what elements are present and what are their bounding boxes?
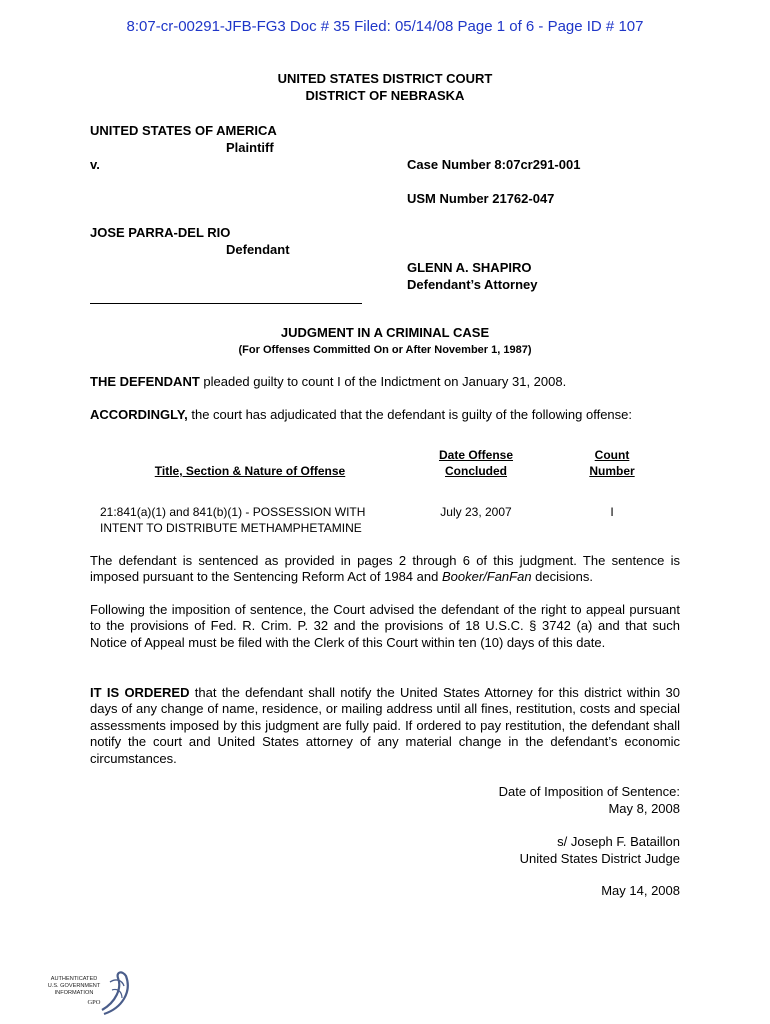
court-district: DISTRICT OF NEBRASKA — [305, 88, 465, 103]
imposition-date-block — [499, 784, 680, 817]
adjudication-statement — [90, 407, 700, 424]
plea-lead: THE DEFENDANT — [90, 374, 200, 389]
attorney-role: Defendant’s Attorney — [407, 277, 538, 292]
plea-statement — [90, 374, 690, 391]
versus: v. — [90, 157, 100, 172]
imposition-date: May 8, 2008 — [608, 800, 680, 816]
seal-line-4: GPO — [87, 999, 101, 1006]
attorney-name: GLENN A. SHAPIRO — [407, 260, 532, 275]
appeal-paragraph: Following the imposition of sentence, the Court advised the defendant of the right to appeal pursuant to the provisions of Fed. R. Crim. P. 32 and the provisions of 18 U.S.C. § 3742 (a) and that such Notice of Appeal must be filed with the Clerk of this Court within ten (10) days of this date. — [90, 602, 680, 650]
court-heading — [0, 70, 770, 104]
judgment-title: JUDGMENT IN A CRIMINAL CASE — [280, 325, 490, 340]
seal-line-3: INFORMATION — [54, 990, 94, 996]
eagle-icon — [102, 972, 128, 1014]
judge-title: United States District Judge — [519, 850, 680, 866]
offense-description: 21:841(a)(1) and 841(b)(1) - POSSESSION WITH INTENT TO DISTRIBUTE METHAMPHETAMINE — [100, 505, 366, 535]
seal-line-2: U.S. GOVERNMENT — [47, 983, 101, 989]
plaintiff-role: Plaintiff — [226, 140, 274, 155]
accordingly-text: the court has adjudicated that the defendant is guilty of the following offense: — [187, 407, 632, 422]
accordingly-lead: ACCORDINGLY, — [90, 407, 188, 422]
judge-signature: s/ Joseph F. Bataillon — [557, 834, 680, 849]
case-number: Case Number 8:07cr291-001 — [407, 157, 581, 172]
offense-count: I — [610, 505, 614, 519]
offense-count-header: Count Number — [589, 448, 635, 478]
signature-date: May 14, 2008 — [601, 883, 680, 898]
offense-date-header: Date Offense Concluded — [438, 448, 514, 478]
plea-text: pleaded guilty to count I of the Indictment on January 31, 2008. — [199, 374, 567, 389]
offense-date: July 23, 2007 — [440, 505, 512, 519]
caption-divider — [90, 303, 362, 304]
filing-header-stamp: 8:07-cr-00291-JFB-FG3 Doc # 35 Filed: 05/14/08 Page 1 of 6 - Page ID # 107 — [126, 18, 644, 35]
signature-block — [520, 834, 680, 867]
usm-number: USM Number 21762-047 — [407, 191, 555, 206]
defendant-name: JOSE PARRA-DEL RIO — [90, 225, 231, 240]
imposition-label: Date of Imposition of Sentence: — [498, 784, 680, 799]
ordered-paragraph: IT IS ORDERED that the defendant shall notify the United States Attorney for this district within 30 days of any change of name, residence, or mailing address until all fines, restitution, costs and special assessments imposed by this judgment are fully paid. If ordered to pay restitution, the defendant shall notify the court and United States attorney of any material change in the defendant’s economic circumstances. — [90, 685, 680, 766]
court-name: UNITED STATES DISTRICT COURT — [277, 71, 493, 86]
judgment-subtitle: (For Offenses Committed On or After November 1, 1987) — [238, 344, 532, 356]
seal-line-1: AUTHENTICATED — [50, 976, 98, 982]
gpo-authentication-seal — [42, 968, 134, 1018]
offense-title-header: Title, Section & Nature of Offense — [154, 464, 346, 478]
plaintiff-name: UNITED STATES OF AMERICA — [90, 123, 277, 138]
sentence-paragraph: The defendant is sentenced as provided in pages 2 through 6 of this judgment. The sentence is imposed pursuant to the Sentencing Reform Act of 1984 and Booker/FanFan decisions. — [90, 553, 680, 585]
defendant-role: Defendant — [226, 242, 290, 257]
